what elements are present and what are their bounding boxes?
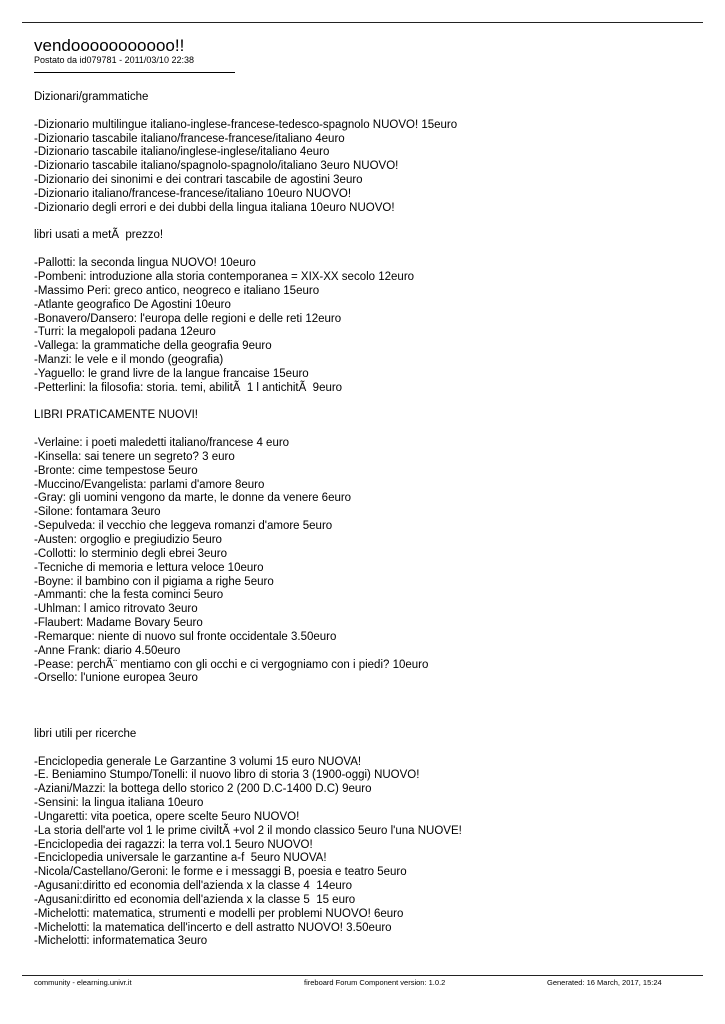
title-underline bbox=[34, 72, 235, 73]
post-line: -Muccino/Evangelista: parlami d'amore 8euro bbox=[34, 478, 265, 491]
post-line: -Boyne: il bambino con il pigiama a righe 5euro bbox=[34, 575, 274, 588]
post-line: -Enciclopedia universale le garzantine a-f 5euro NUOVA! bbox=[34, 852, 327, 865]
post-body bbox=[34, 91, 462, 949]
footer-component: fireboard Forum Component version: 1.0.2 bbox=[304, 978, 446, 987]
post-line: -Aziani/Mazzi: la bottega dello storico 2 (200 D.C-1400 D.C) 9euro bbox=[34, 783, 372, 796]
blank-line bbox=[34, 686, 462, 700]
post-line: -Kinsella: sai tenere un segreto? 3 euro bbox=[34, 450, 235, 463]
post-title: vendooooooooooo!! bbox=[34, 36, 185, 55]
post-line: -Gray: gli uomini vengono da marte, le donne da venere 6euro bbox=[34, 492, 352, 505]
post-line: -Enciclopedia generale Le Garzantine 3 volumi 15 euro NUOVA! bbox=[34, 755, 362, 768]
post-line: -Dizionario tascabile italiano/inglese-inglese/italiano 4euro bbox=[34, 146, 330, 159]
post-line: -Austen: orgoglio e pregiudizio 5euro bbox=[34, 534, 222, 546]
post-line: -Agusani:diritto ed economia dell'azienda x la classe 5 15 euro bbox=[34, 893, 356, 906]
blank-line bbox=[34, 714, 462, 728]
blank-line bbox=[34, 216, 462, 230]
post-line: -Agusani:diritto ed economia dell'azienda x la classe 4 14euro bbox=[34, 880, 352, 893]
post-line: -Dizionario tascabile italiano/spagnolo-spagnolo/italiano 3euro NUOVO! bbox=[34, 160, 399, 173]
post-line: -Sensini: la lingua italiana 10euro bbox=[34, 797, 204, 810]
blank-line bbox=[34, 423, 462, 437]
post-line: -Vallega: la grammatiche della geografia 9euro bbox=[34, 340, 272, 353]
footer-site: community - elearning.univr.it bbox=[34, 978, 132, 987]
post-meta: Postato da id079781 - 2011/03/10 22:38 bbox=[34, 55, 194, 65]
post-line: -Ungaretti: vita poetica, opere scelte 5euro NUOVO! bbox=[34, 810, 300, 823]
post-line: LIBRI PRATICAMENTE NUOVI! bbox=[34, 409, 199, 422]
bottom-rule bbox=[22, 975, 703, 976]
post-line: -Pallotti: la seconda lingua NUOVO! 10euro bbox=[34, 257, 256, 270]
post-line: -Orsello: l'unione europea 3euro bbox=[34, 672, 198, 685]
top-rule bbox=[22, 22, 703, 23]
post-line: -Bronte: cime tempestose 5euro bbox=[34, 464, 198, 477]
post-line: -Massimo Peri: greco antico, neogreco e italiano 15euro bbox=[34, 284, 320, 297]
post-line: -Pease: perchÃ¨ mentiamo con gli occhi e ci vergogniamo con i piedi? 10euro bbox=[34, 658, 429, 671]
post-line: -Dizionario multilingue italiano-inglese-francese-tedesco-spagnolo NUOVO! 15euro bbox=[34, 118, 458, 131]
post-line: -E. Beniamino Stumpo/Tonelli: il nuovo libro di storia 3 (1900-oggi) NUOVO! bbox=[34, 769, 420, 782]
post-line: -Silone: fontamara 3euro bbox=[34, 506, 161, 519]
post-line: -Anne Frank: diario 4.50euro bbox=[34, 644, 181, 657]
post-line: -La storia dell'arte vol 1 le prime civiltÃ +vol 2 il mondo classico 5euro l'una NUOVE! bbox=[34, 824, 462, 837]
post-line: -Michelotti: informatematica 3euro bbox=[34, 935, 208, 948]
post-line: Dizionari/grammatiche bbox=[34, 91, 149, 103]
post-line: -Pombeni: introduzione alla storia contemporanea = XIX-XX secolo 12euro bbox=[34, 270, 415, 283]
post-line: -Petterlini: la filosofia: storia. temi, abilitÃ 1 l antichitÃ 9euro bbox=[34, 381, 343, 394]
post-line: -Verlaine: i poeti maledetti italiano/francese 4 euro bbox=[34, 437, 290, 450]
post-line: -Collotti: lo sterminio degli ebrei 3euro bbox=[34, 547, 228, 560]
post-line: -Manzi: le vele e il mondo (geografia) bbox=[34, 354, 224, 367]
blank-line bbox=[34, 700, 462, 714]
post-line: -Michelotti: matematica, strumenti e modelli per problemi NUOVO! 6euro bbox=[34, 907, 404, 920]
post-line: -Dizionario tascabile italiano/francese-francese/italiano 4euro bbox=[34, 132, 345, 145]
post-line: -Turri: la megalopoli padana 12euro bbox=[34, 326, 216, 339]
post-line: -Tecniche di memoria e lettura veloce 10euro bbox=[34, 561, 264, 574]
blank-line bbox=[34, 243, 462, 257]
post-line: -Dizionario dei sinonimi e dei contrari tascabile de agostini 3euro bbox=[34, 174, 363, 187]
post-line: -Enciclopedia dei ragazzi: la terra vol.1 5euro NUOVO! bbox=[34, 838, 313, 851]
post-line: -Flaubert: Madame Bovary 5euro bbox=[34, 617, 203, 630]
post-line: -Uhlman: l amico ritrovato 3euro bbox=[34, 603, 198, 616]
blank-line bbox=[34, 105, 462, 119]
post-line: -Bonavero/Dansero: l'europa delle regioni e delle reti 12euro bbox=[34, 312, 342, 325]
footer-generated: Generated: 16 March, 2017, 15:24 bbox=[547, 978, 662, 987]
post-line: libri utili per ricerche bbox=[34, 727, 137, 740]
post-line: -Ammanti: che la festa cominci 5euro bbox=[34, 589, 224, 602]
blank-line bbox=[34, 396, 462, 410]
post-line: -Sepulveda: il vecchio che leggeva romanzi d'amore 5euro bbox=[34, 520, 333, 533]
post-line: -Dizionario degli errori e dei dubbi della lingua italiana 10euro NUOVO! bbox=[34, 201, 395, 214]
post-line: -Yaguello: le grand livre de la langue francaise 15euro bbox=[34, 367, 309, 380]
post-line: libri usati a metÃ prezzo! bbox=[34, 229, 164, 242]
blank-line bbox=[34, 742, 462, 756]
post-line: -Nicola/Castellano/Geroni: le forme e i messaggi B, poesia e teatro 5euro bbox=[34, 866, 407, 879]
post-line: -Remarque: niente di nuovo sul fronte occidentale 3.50euro bbox=[34, 630, 337, 643]
post-line: -Atlante geografico De Agostini 10euro bbox=[34, 298, 231, 311]
post-line: -Dizionario italiano/francese-francese/italiano 10euro NUOVO! bbox=[34, 187, 352, 200]
post-line: -Michelotti: la matematica dell'incerto e dell astratto NUOVO! 3.50euro bbox=[34, 921, 392, 934]
